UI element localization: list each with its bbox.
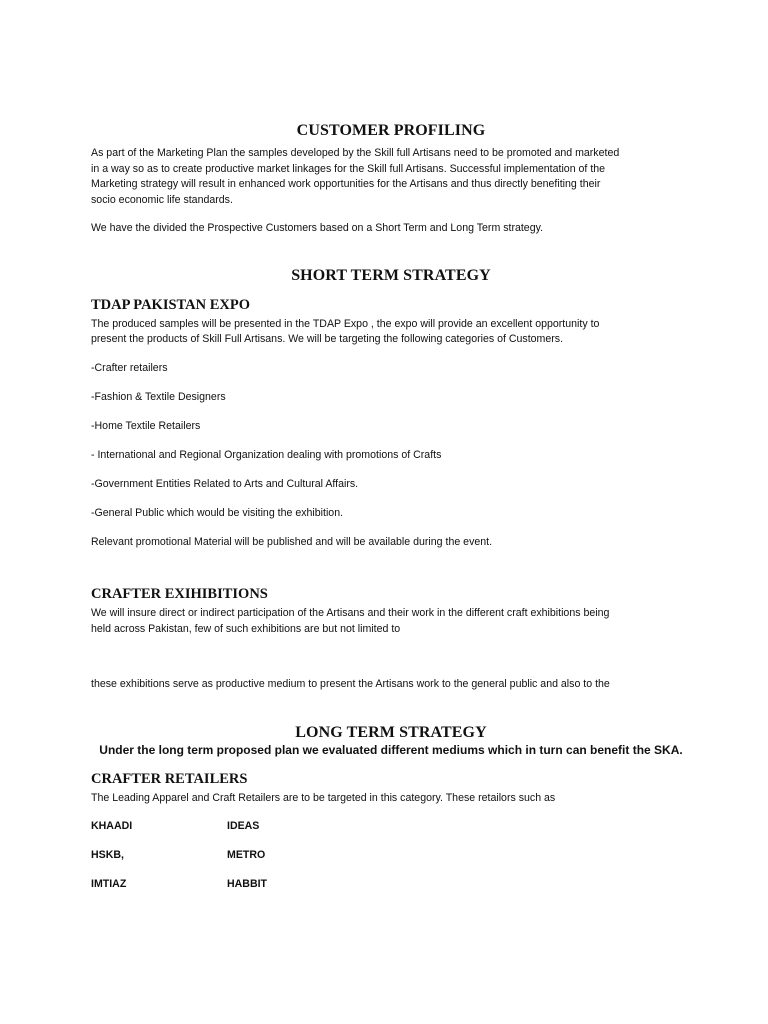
retailer-name: HSKB, (91, 849, 124, 861)
paragraph-line: held across Pakistan, few of such exhibitions are but not limited to (91, 622, 401, 635)
customer-category-list (91, 361, 691, 522)
customer-profiling-paragraph-2: We have the divided the Prospective Customers based on a Short Term and Long Term strategy. (91, 222, 544, 234)
list-item: - International and Regional Organization dealing with promotions of Crafts (91, 448, 442, 461)
document-content (91, 122, 691, 907)
long-term-heading: LONG TERM STRATEGY (295, 723, 487, 741)
tdap-heading: TDAP PAKISTAN EXPO (91, 296, 250, 313)
retailers-heading: CRAFTER RETAILERS (91, 770, 248, 787)
list-item: -Fashion & Textile Designers (91, 390, 226, 403)
retailer-name: IDEAS (227, 820, 260, 832)
retailer-name: KHAADI (91, 820, 133, 832)
retailer-name: METRO (227, 849, 266, 861)
exhibitions-followup: these exhibitions serve as productive medium to present the Artisans work to the general public and also to the (91, 678, 610, 690)
list-item: -General Public which would be visiting the exhibition. (91, 506, 344, 519)
customer-profiling-heading: CUSTOMER PROFILING (296, 122, 486, 139)
paragraph-line: socio economic life standards. (91, 193, 233, 206)
list-item: -Government Entities Related to Arts and Cultural Affairs. (91, 477, 359, 490)
retailers-intro: The Leading Apparel and Craft Retailers are to be targeted in this category. These retailors such as (91, 791, 556, 804)
tdap-paragraph (91, 317, 691, 348)
exhibitions-heading: CRAFTER EXIHIBITIONS (91, 586, 268, 602)
paragraph-line: present the products of Skill Full Artisans. We will be targeting the following categories of Customers. (91, 333, 564, 345)
exhibitions-paragraph (91, 606, 691, 637)
list-item: -Home Textile Retailers (91, 419, 201, 432)
retailer-row (91, 878, 691, 907)
short-term-heading: SHORT TERM STRATEGY (291, 266, 491, 284)
paragraph-line: Marketing strategy will result in enhanced work opportunities for the Artisans and thus directly benefiting their (91, 178, 601, 190)
paragraph-line: We will insure direct or indirect participation of the Artisans and their work in the different craft exhibitions being (91, 607, 610, 619)
retailer-row (91, 820, 691, 849)
long-term-lead: Under the long term proposed plan we evaluated different mediums which in turn can benefit the SKA. (99, 742, 683, 757)
list-item: -Crafter retailers (91, 361, 168, 374)
tdap-closing: Relevant promotional Material will be published and will be available during the event. (91, 535, 493, 548)
retailer-row (91, 849, 691, 878)
paragraph-line: The produced samples will be presented in the TDAP Expo , the expo will provide an excellent opportunity to (91, 317, 600, 330)
retailer-name: HABBIT (227, 878, 268, 890)
retailer-name: IMTIAZ (91, 878, 127, 890)
customer-profiling-paragraph (91, 146, 691, 208)
paragraph-line: As part of the Marketing Plan the samples developed by the Skill full Artisans need to be promoted and marketed (91, 147, 620, 159)
paragraph-line: in a way so as to create productive market linkages for the Skill full Artisans. Successful implementation of the (91, 162, 606, 175)
retailer-table (91, 820, 691, 907)
